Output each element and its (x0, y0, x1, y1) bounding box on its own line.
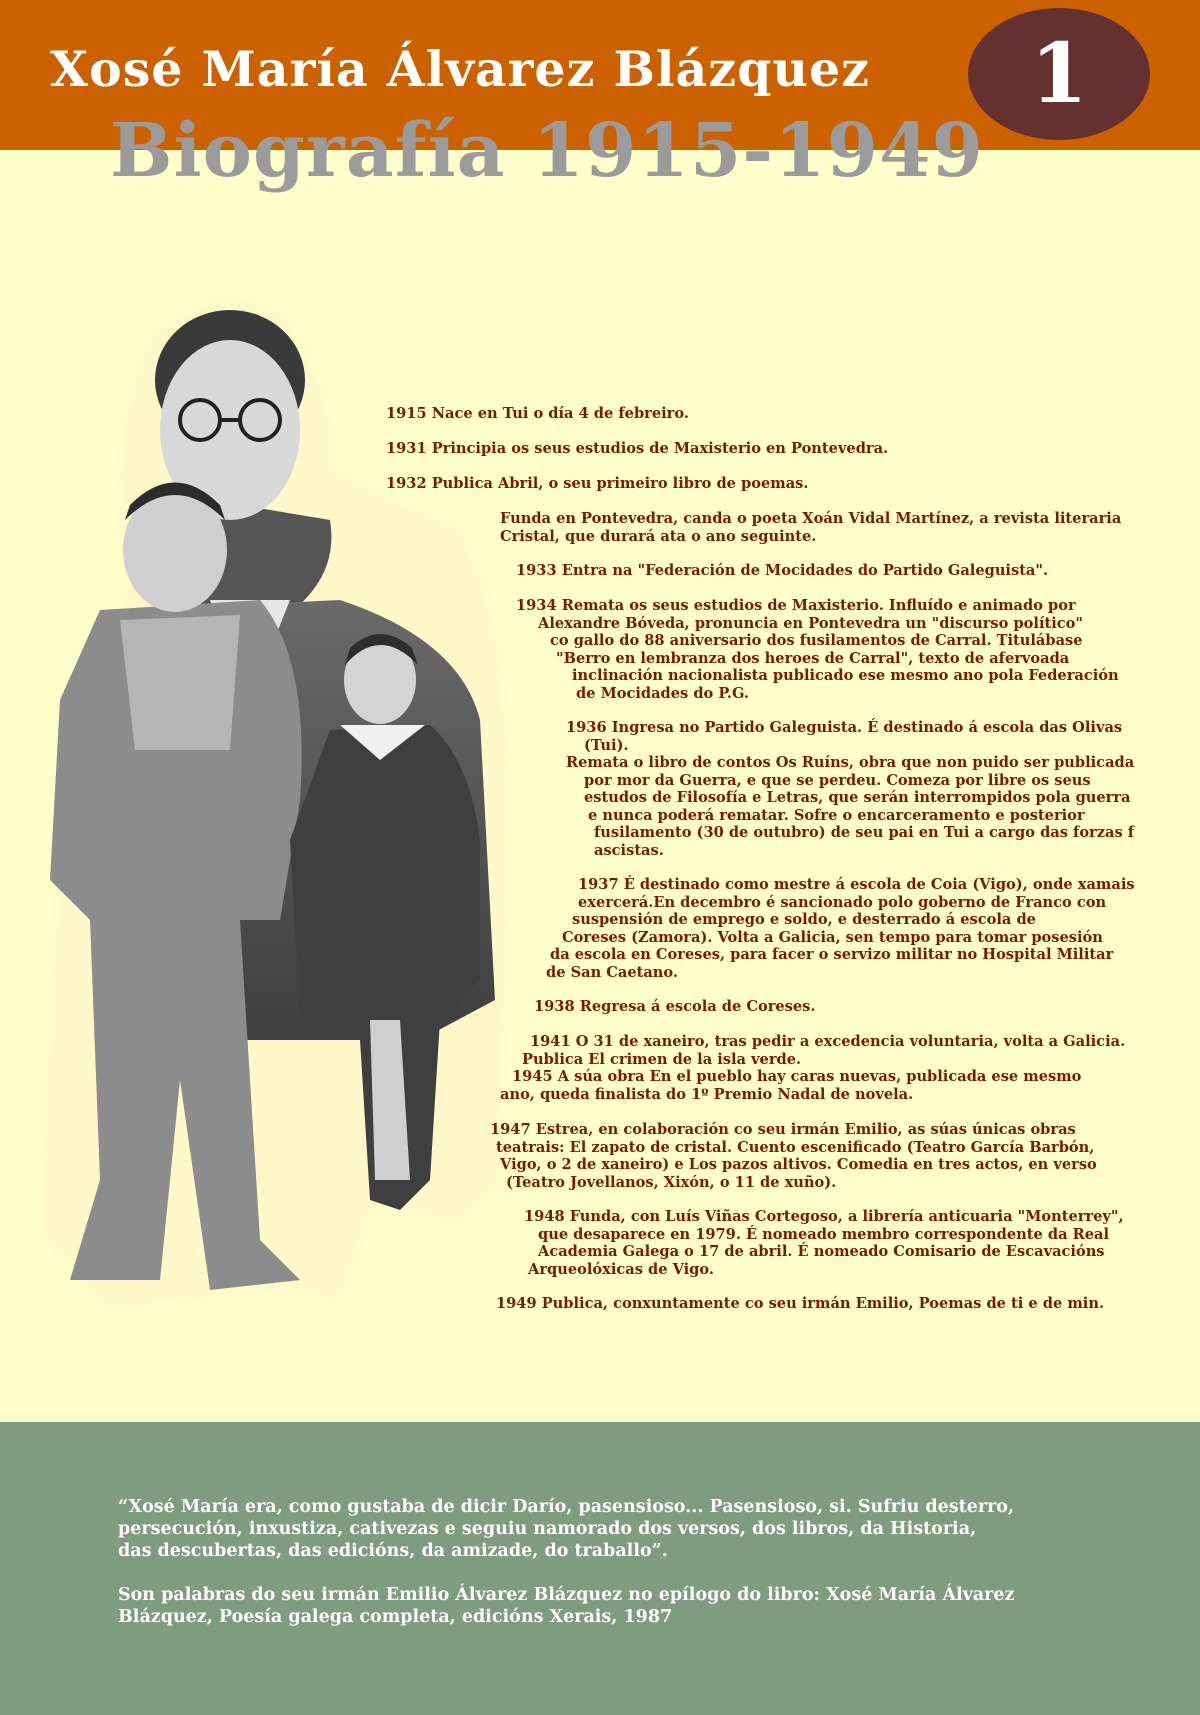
timeline-line: exercerá.En decembro é sancionado polo goberno de Franco con (578, 893, 1107, 911)
source-line: Blázquez, Poesía galega completa, edicións Xerais, 1987 (118, 1607, 673, 1627)
timeline-line: fusilamento (30 de outubro) de seu pai en Tui a cargo das forzas f (594, 824, 1135, 841)
timeline-line: Arqueolóxicas de Vigo. (528, 1260, 714, 1278)
timeline-line: ascistas. (594, 841, 664, 859)
timeline-line: por mor da Guerra, e que se perdeu. Comeza por libre os seus (584, 771, 1091, 789)
timeline-line: 1936 Ingresa no Partido Galeguista. É destinado á escola das Olivas (566, 719, 1123, 736)
footer-source (118, 1584, 1014, 1628)
timeline-line: Academia Galega o 17 de abril. É nomeado Comisario de Escavacións (538, 1243, 1105, 1260)
timeline-line: e nunca poderá rematar. Sofre o encarceramento e posterior (588, 806, 1085, 824)
timeline-line: de San Caetano. (546, 963, 678, 981)
timeline-line: inclinación nacionalista publicado ese mesmo ano pola Federación (572, 667, 1119, 684)
timeline-line: 1932 Publica Abril, o seu primeiro libro de poemas. (386, 475, 809, 492)
footer-band (0, 1422, 1200, 1715)
timeline-line: da escola en Coreses, para facer o servizo militar no Hospital Militar (550, 946, 1114, 963)
timeline-line: Coreses (Zamora). Volta a Galicia, sen tempo para tomar posesión (562, 928, 1103, 946)
timeline-line: 1938 Regresa á escola de Coreses. (534, 998, 816, 1015)
quote-line: das descubertas, das edicións, da amizade, do traballo”. (118, 1541, 668, 1561)
timeline-line: Alexandre Bóveda, pronuncia en Pontevedra un "discurso político" (538, 614, 1083, 632)
timeline-line: 1933 Entra na "Federación de Mocidades do Partido Galeguista". (516, 562, 1049, 579)
timeline-line: Vigo, o 2 de xaneiro) e Los pazos altivos. Comedia en tres actos, en verso (500, 1156, 1097, 1173)
timeline-line: 1947 Estrea, en colaboración co seu irmán Emilio, as súas únicas obras (490, 1121, 1076, 1138)
timeline-line: Cristal, que durará ata o ano seguinte. (500, 527, 817, 545)
page-subtitle: Biografía 1915-1949 (110, 108, 984, 194)
source-line: Son palabras do seu irmán Emilio Álvarez Blázquez no epílogo do libro: Xosé María Álvarez (118, 1585, 1015, 1605)
photo-collage (40, 280, 560, 1340)
timeline-line: 1934 Remata os seus estudios de Maxisterio. Influído e animado por (516, 597, 1076, 614)
timeline-line: Funda en Pontevedra, canda o poeta Xoán Vidal Martínez, a revista literaria (500, 510, 1122, 527)
timeline-line: teatrais: El zapato de cristal. Cuento escenificado (Teatro García Barbón, (496, 1138, 1095, 1156)
timeline-line: 1949 Publica, conxuntamente co seu irmán Emilio, Poemas de ti e de min. (496, 1295, 1105, 1312)
timeline-line: 1931 Principia os seus estudios de Maxisterio en Pontevedra. (386, 440, 889, 457)
footer-quote (118, 1496, 1014, 1562)
page-title: Xosé María Álvarez Blázquez (50, 40, 870, 98)
timeline-line: "Berro en lembranza dos heroes de Carral", texto de afervoada (556, 649, 1070, 667)
timeline-line: que desaparece en 1979. É nomeado membro correspondente da Real (538, 1225, 1110, 1243)
timeline-line: 1948 Funda, con Luís Viñas Cortegoso, a librería anticuaria "Monterrey", (524, 1208, 1124, 1225)
page-number-badge: 1 (968, 8, 1150, 140)
quote-line: persecución, inxustiza, cativezas e seguiu namorado dos versos, dos libros, da Historia, (118, 1519, 977, 1539)
timeline-line: Publica El crimen de la isla verde. (522, 1050, 802, 1068)
timeline-line: 1945 A súa obra En el pueblo hay caras nuevas, publicada ese mesmo (512, 1068, 1082, 1085)
timeline-line: ano, queda finalista do 1º Premio Nadal de novela. (500, 1085, 914, 1103)
timeline-line: de Mocidades do P.G. (576, 684, 750, 702)
timeline-line: 1941 O 31 de xaneiro, tras pedir a excedencia voluntaria, volta a Galicia. (530, 1033, 1126, 1050)
timeline-line: 1937 É destinado como mestre á escola de Coia (Vigo), onde xamais (578, 876, 1135, 893)
quote-line: “Xosé María era, como gustaba de dicir Darío, pasensioso... Pasensioso, si. Sufriu desterro, (118, 1497, 1015, 1517)
timeline-line: estudos de Filosofía e Letras, que serán interrompidos pola guerra (584, 789, 1131, 806)
timeline-line: (Tui). (584, 736, 629, 754)
timeline-line: Remata o libro de contos Os Ruíns, obra que non puido ser publicada (566, 754, 1135, 771)
timeline-line: co gallo do 88 aniversario dos fusilamentos de Carral. Titulábase (550, 632, 1083, 649)
timeline-line: suspensión de emprego e soldo, e desterrado á escola de (572, 911, 1036, 928)
timeline-line: (Teatro Jovellanos, Xixón, o 11 de xuño). (506, 1173, 837, 1191)
timeline-line: 1915 Nace en Tui o día 4 de febreiro. (386, 405, 689, 422)
